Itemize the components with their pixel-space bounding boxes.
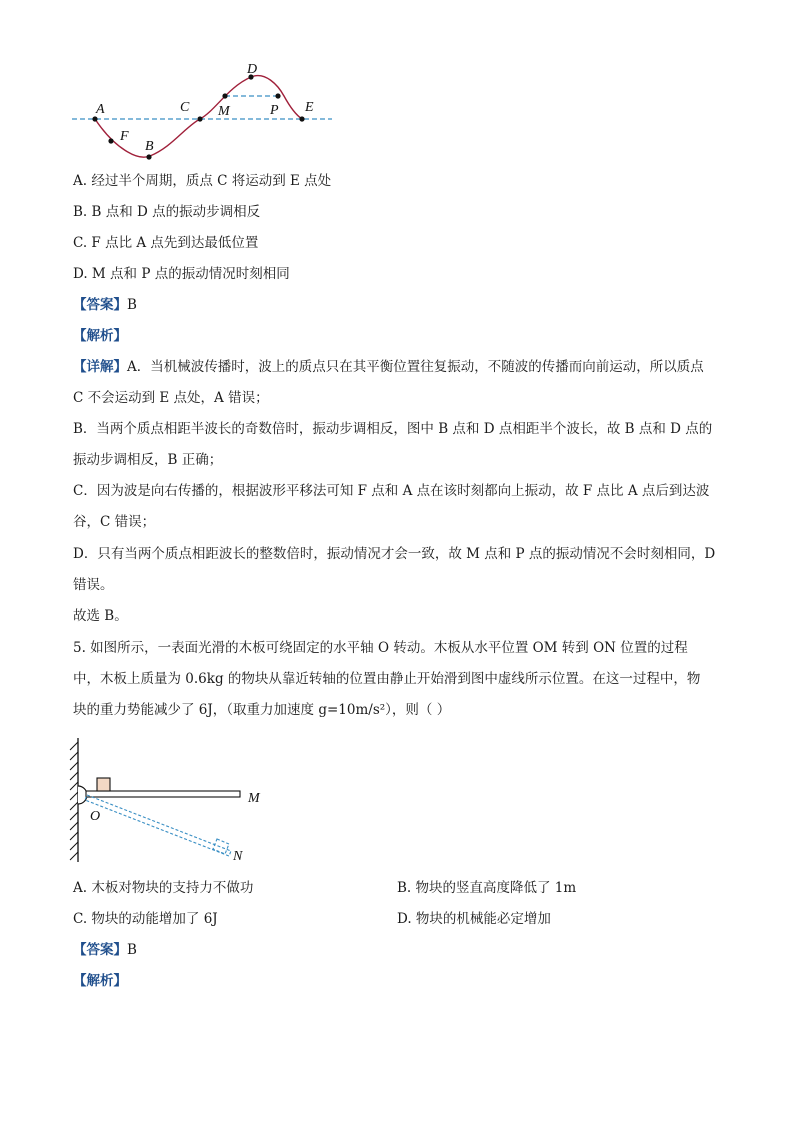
q4-detail-line-3: B．当两个质点相距半波长的奇数倍时，振动步调相反，图中 B 点和 D 点相距半个波长，故 B 点和 D 点的 <box>73 421 713 437</box>
wave-figure <box>60 55 350 165</box>
label-f: F <box>120 129 129 144</box>
q5-answer <box>73 941 137 959</box>
label-e: E <box>305 100 314 115</box>
q5-stem-line-2: 中，木板上质量为 0.6kg 的物块从靠近转轴的位置由静止开始滑到图中虚线所示位置。在这一过程中，物 <box>73 671 701 687</box>
q4-detail-line-8: 错误。 <box>73 577 114 593</box>
q5-analysis-tag: 【解析】 <box>73 973 127 989</box>
label-m: M <box>218 104 230 119</box>
q4-analysis-tag <box>73 327 127 345</box>
q4-detail-line-7: D．只有当两个质点相距波长的整数倍时，振动情况才会一致，故 M 点和 P 点的振动情况不会时刻相同，D <box>73 546 716 562</box>
label-b: B <box>145 139 154 154</box>
q4-detail-line-5: C．因为波是向右传播的，根据波形平移法可知 F 点和 A 点在该时刻都向上振动，故 F 点比 A 点后到达波 <box>73 483 710 499</box>
q4-option-c: C. F 点比 A 点先到达最低位置 <box>73 235 259 251</box>
q5-option-d: D. 物块的机械能必定增加 <box>397 911 551 927</box>
label-m-board: M <box>248 791 260 806</box>
block-dashed <box>213 839 229 854</box>
point-p-dot <box>275 93 280 98</box>
detail-text-1: A．当机械波传播时，波上的质点只在其平衡位置往复振动，不随波的传播而向前运动，所以质点 <box>127 359 704 375</box>
q4-detail-line-1 <box>73 358 704 376</box>
wall-hatching <box>70 742 78 860</box>
label-p: P <box>270 103 279 118</box>
label-c: C <box>180 100 190 115</box>
q4-option-d: D. M 点和 P 点的振动情况时刻相同 <box>73 266 290 282</box>
answer-tag: 【答案】 <box>73 297 127 313</box>
point-f-dot <box>108 138 113 143</box>
point-e-dot <box>299 116 304 121</box>
q4-answer <box>73 296 137 314</box>
label-a: A <box>96 102 105 117</box>
q4-option-b: B. B 点和 D 点的振动步调相反 <box>73 204 261 220</box>
detail-tag: 【详解】 <box>73 359 127 375</box>
q5-answer-value: B <box>127 942 137 958</box>
q5-analysis <box>73 972 127 990</box>
board-om <box>86 791 240 797</box>
q4-conclusion: 故选 B。 <box>73 608 128 624</box>
q4-detail-line-2: C 不会运动到 E 点处，A 错误； <box>73 390 269 406</box>
q5-stem-line-3: 块的重力势能减少了 6J，（取重力加速度 g=10m/s²），则（ ） <box>73 702 451 718</box>
point-m-dot <box>222 93 227 98</box>
board-figure <box>60 730 290 870</box>
q5-option-c: C. 物块的动能增加了 6J <box>73 911 218 927</box>
answer-value: B <box>127 297 137 313</box>
point-b-dot <box>146 154 151 159</box>
q4-detail-line-6: 谷，C 错误； <box>73 514 156 530</box>
q5-option-b: B. 物块的竖直高度降低了 1m <box>397 880 577 896</box>
analysis-tag: 【解析】 <box>73 328 127 344</box>
q5-stem-line-1: 5. 如图所示，一表面光滑的木板可绕固定的水平轴 O 转动。木板从水平位置 OM 转到 ON 位置的过程 <box>73 640 688 656</box>
board-on-dashed <box>85 795 231 856</box>
point-a-dot <box>92 116 97 121</box>
q5-option-a: A. 木板对物块的支持力不做功 <box>73 880 254 896</box>
q4-option-a: A. 经过半个周期，质点 C 将运动到 E 点处 <box>73 173 332 189</box>
point-c-dot <box>197 116 202 121</box>
q5-answer-tag: 【答案】 <box>73 942 127 958</box>
label-d: D <box>247 62 258 77</box>
label-n: N <box>233 849 243 864</box>
label-o: O <box>90 809 101 824</box>
q4-detail-line-4: 振动步调相反，B 正确； <box>73 452 223 468</box>
block <box>97 778 110 791</box>
